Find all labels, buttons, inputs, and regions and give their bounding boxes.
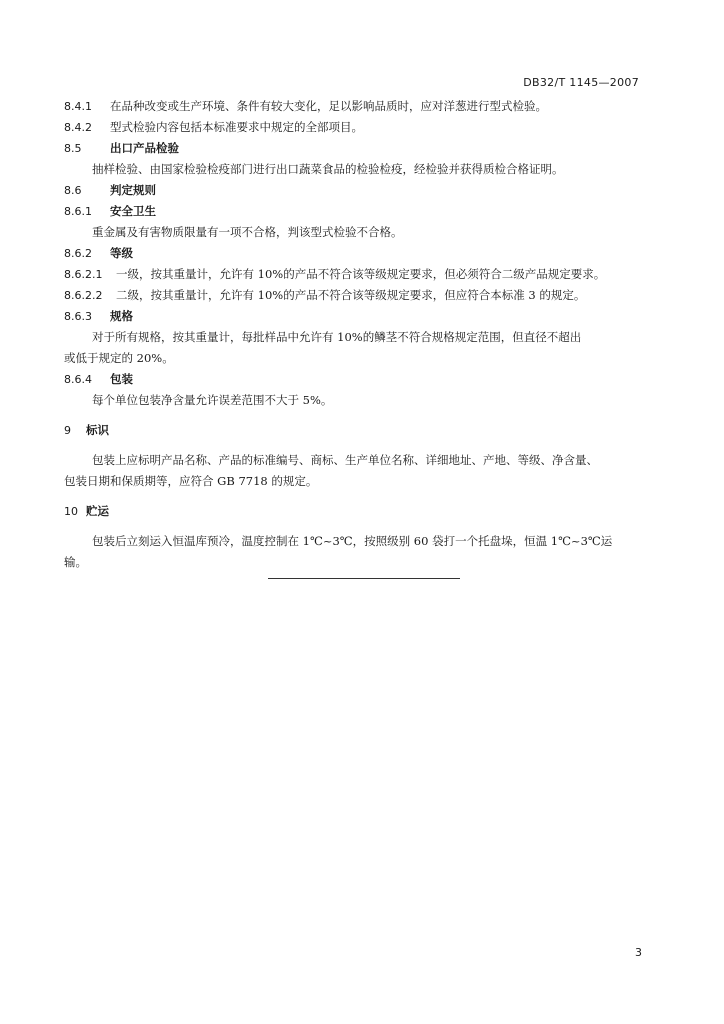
clause-8-6-2-2 [64,285,644,306]
clause-8-4-2 [64,117,644,138]
section-10-body-line-1: 包装后立刻运入恒温库预冷，温度控制在 1℃~3℃，按照级别 60 袋打一个托盘垛，恒温 1℃~3℃运 [92,534,613,548]
clause-number: 8.4.2 [64,121,92,134]
clause-8-6-3-heading [64,306,644,327]
section-title: 贮运 [86,504,109,518]
clause-8-6-2-heading [64,243,644,264]
clause-text: 一级，按其重量计，允许有 10%的产品不符合该等级规定要求，但必须符合二级产品规定要求。 [116,267,606,281]
clause-number: 8.6.2.1 [64,268,103,281]
clause-number: 8.6.1 [64,205,92,218]
clause-number: 8.6.2.2 [64,289,103,302]
section-9-body-line-1: 包装上应标明产品名称、产品的标准编号、商标、生产单位名称、详细地址、产地、等级、净含量、 [92,453,598,467]
section-title: 标识 [86,423,109,437]
section-number: 10 [64,505,78,518]
clause-title: 安全卫生 [110,204,156,218]
clause-text: 在品种改变或生产环境、条件有较大变化，足以影响品质时，应对洋葱进行型式检验。 [110,99,547,113]
clause-8-6-1-heading [64,201,644,222]
clause-number: 8.6.4 [64,373,92,386]
clause-8-6-3-body-line-1: 对于所有规格，按其重量计，每批样品中允许有 10%的鳞茎不符合规格规定范围，但直径不超出 [92,330,582,344]
clause-title: 判定规则 [110,183,156,197]
document-body [64,96,644,573]
clause-number: 8.6.2 [64,247,92,260]
section-9-body-line-2: 包装日期和保质期等，应符合 GB 7718 的规定。 [64,474,318,488]
section-10-body-line-2: 输。 [64,555,87,569]
clause-number: 8.4.1 [64,100,92,113]
clause-8-4-1 [64,96,644,117]
standard-code: DB32/T 1145—2007 [523,76,639,89]
clause-number: 8.5 [64,142,82,155]
clause-title: 等级 [110,246,133,260]
clause-number: 8.6 [64,184,82,197]
clause-8-5-heading [64,138,644,159]
clause-text: 二级，按其重量计，允许有 10%的产品不符合该等级规定要求，但应符合本标准 3 的规定。 [116,288,586,302]
clause-title: 出口产品检验 [110,141,179,155]
section-number: 9 [64,424,71,437]
clause-text: 型式检验内容包括本标准要求中规定的全部项目。 [110,120,363,134]
clause-title: 规格 [110,309,133,323]
clause-8-6-heading [64,180,644,201]
section-9-heading [64,420,644,441]
clause-8-6-4-body: 每个单位包装净含量允许误差范围不大于 5%。 [92,393,333,407]
end-of-document-rule [268,578,460,579]
clause-title: 包装 [110,372,133,386]
clause-8-5-body: 抽样检验、由国家检验检疫部门进行出口蔬菜食品的检验检疫，经检验并获得质检合格证明。 [92,162,564,176]
section-10-heading [64,501,644,522]
clause-8-6-3-body-line-2: 或低于规定的 20%。 [64,351,174,365]
clause-8-6-2-1 [64,264,644,285]
clause-8-6-4-heading [64,369,644,390]
clause-number: 8.6.3 [64,310,92,323]
page-number: 3 [635,946,642,959]
clause-8-6-1-body: 重金属及有害物质限量有一项不合格，判该型式检验不合格。 [92,225,403,239]
